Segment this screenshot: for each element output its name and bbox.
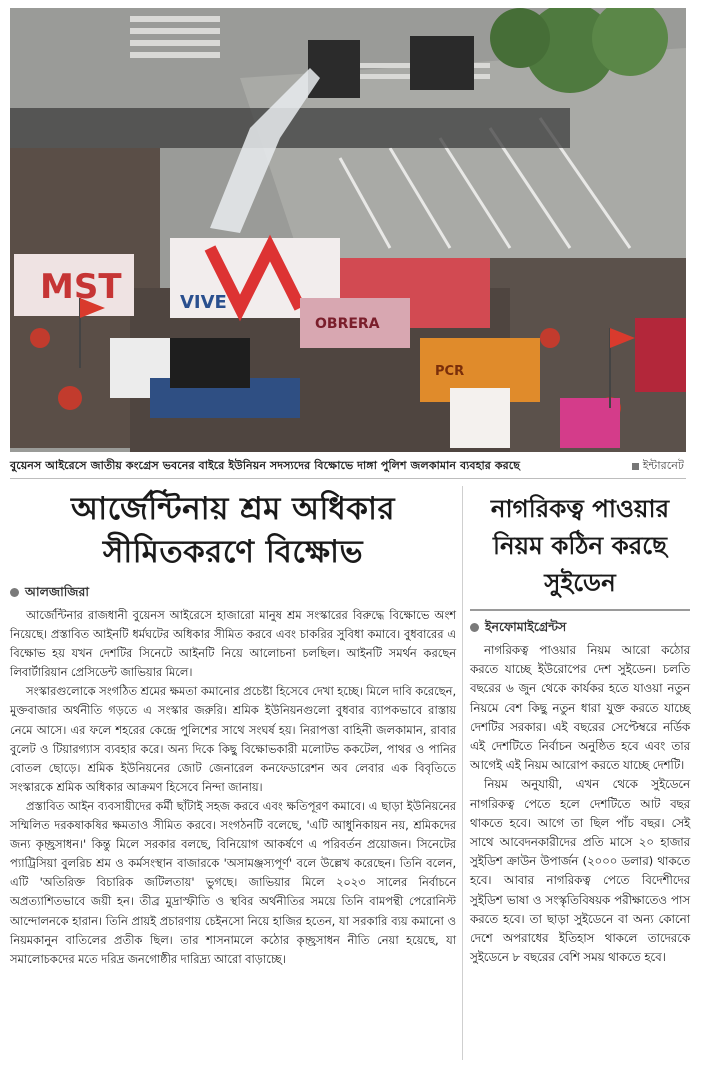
headline-rule <box>470 609 690 611</box>
protest-photo <box>10 8 686 452</box>
svg-text:PCR: PCR <box>435 364 465 379</box>
paragraph: নিয়ম অনুযায়ী, এখন থেকে সুইডেনে নাগরিকত্ব পেতে হলে দেশটিতে আট বছর থাকতে হবে। আগে তা ছিল পাঁচ বছর। সেই সাথে আবেদনকারীদের প্রতি মাসে ২০ হাজার সুইডিশ ক্রাউন উপার্জন (২০০০ ডলার) থাকতে হবে। আবার নাগরিকত্ব পেতে বিদেশীদের সুইডিশ ভাষা ও সংস্কৃতিবিষয়ক পরীক্ষাতেও পাস করতে হবে। তা ছাড়া সুইডেনে বা অন্য কোনো দেশে অপরাধের ইতিহাস থাকলে তাদেরকে সুইডেনে ৮ বছরের বেশি সময় থাকতে হবে। <box>470 777 690 965</box>
paragraph: আর্জেন্টিনার রাজধানী বুয়েনস আইরেসে হাজারো মানুষ শ্রম সংস্কারের বিরুদ্ধে বিক্ষোভে অংশ নিয়েছে। প্রস্তাবিত আইনটি ধর্মঘটের অধিকার সীমিত করবে এবং চাকরির সুবিধা কমাবে। বুধবারের এ বিক্ষোভ হয় যখন দেশটির সিনেটে আইনটি নিয়ে আলোচনা চলছিল। আইনটি সমর্থন করছেন লিবার্টারিয়ান প্রেসিডেন্ট জাভিয়ার মিলে। <box>10 608 456 680</box>
article-argentina <box>10 486 456 969</box>
square-icon <box>632 463 639 470</box>
caption-text: বুয়েনস আইরেসে জাতীয় কংগ্রেস ভবনের বাইরে ইউনিয়ন সদস্যদের বিক্ষোভে দাঙ্গা পুলিশ জলকামান ব্যবহার করছে <box>10 459 521 472</box>
article-sweden <box>470 486 690 967</box>
photo-source: ইন্টারনেট <box>632 456 684 476</box>
banner-mst: MST <box>40 267 122 307</box>
bullet-icon <box>10 588 19 597</box>
svg-text:OBRERA: OBRERA <box>315 316 380 332</box>
byline-infomigrants: ইনফোমাইগ্রেন্টস <box>470 619 690 639</box>
bullet-icon <box>470 623 479 632</box>
headline-argentina: আর্জেন্টিনায় শ্রম অধিকার সীমিতকরণে বিক্ষোভ <box>70 491 396 570</box>
headline-sweden: নাগরিকত্ব পাওয়ার নিয়ম কঠিন করছে সুইডেন <box>490 494 670 597</box>
svg-text:VIVE: VIVE <box>180 292 227 313</box>
photo-caption <box>10 456 686 479</box>
byline-aljazeera: আলজাজিরা <box>10 584 456 604</box>
paragraph: প্রস্তাবিত আইন ব্যবসায়ীদের কর্মী ছাঁটাই সহজ করবে এবং ক্ষতিপূরণ কমাবে। এ ছাড়া ইউনিয়নের সম্মিলিত দরকষাকষির ক্ষমতাও সীমিত করবে। সংগঠনটি বলেছে, 'এটি আধুনিকায়ন নয়, শ্রমিকদের জন্য কৃচ্ছ্রসাধন।' কিন্তু মিলে সরকার বলছে, বিনিয়োগ আকর্ষণে এ পরিবর্তন প্রয়োজন। সিনেটের প্যাট্রিসিয়া বুলরিচ শ্রম ও কর্মসংস্থান বাজারকে 'অসামঞ্জস্যপূর্ণ' বলে উল্লেখ করেছেন। তিনি বলেন, এটি 'অতিরিক্ত বিচারিক জটিলতায়' ভুগছে। জাভিয়ার মিলে ২০২৩ সালের নির্বাচনে অপ্রত্যাশিতভাবে জয়ী হন। তীব্র মুদ্রাস্ফীতি ও স্থবির অর্থনীতির সময়ে তিনি বামপন্থী পেরোনিস্ট আন্দোলনকে হারান। তিনি প্রায়ই প্রচারণায় চেইনসো নিয়ে হাজির হতেন, যা সরকারি ব্যয় কমানো ও নিয়মকানুন বাতিলের প্রতীক ছিল। তার শাসনামলে কঠোর কৃচ্ছ্রসাধন নীতি নেয়া হয়েছে, যা সমালোচকদের মতে দরিদ্র জনগোষ্ঠীর দারিদ্র্য আরো বাড়াচ্ছে। <box>10 798 456 966</box>
paragraph: নাগরিকত্ব পাওয়ার নিয়ম আরো কঠোর করতে যাচ্ছে ইউরোপের দেশ সুইডেন। চলতি বছরের ৬ জুন থেকে কার্যকর হতে যাওয়া নতুন নিয়মে বেশ কিছু নতুন ধারা যুক্ত করতে যাচ্ছে দেশটির সরকার। এই বছরের সেপ্টেম্বরে নর্ডিক এই দেশটিতে নির্বাচন অনুষ্ঠিত হবে এবং তার আগেই এই নিয়ম আরোপ করতে যাচ্ছে দেশটি। <box>470 643 690 773</box>
paragraph: সংস্কারগুলোকে সংগঠিত শ্রমের ক্ষমতা কমানোর প্রচেষ্টা হিসেবে দেখা হচ্ছে। মিলে দাবি করেছেন, মুক্তবাজার অর্থনীতি গড়তে এ সংস্কার জরুরি। শ্রমিক ইউনিয়নগুলো বুধবার ব্যাপকভাবে রাস্তায় নেমে আসে। এর ফলে শহরের কেন্দ্রে পুলিশের সাথে সংঘর্ষ হয়। নিরাপত্তা বাহিনী জলকামান, রাবার বুলেট ও টিয়ারগ্যাস ব্যবহার করে। অন্য দিকে কিছু বিক্ষোভকারী মলোটভ ককটেল, পাথর ও পানির বোতল ছোড়ে। শ্রমিক ইউনিয়নের জোট জেনারেল কনফেডারেশন অব লেবার এক বিবৃতিতে সংস্কারকে শ্রমিক অধিকার আক্রমণ হিসেবে নিন্দা জানায়। <box>10 684 456 794</box>
column-divider <box>462 486 463 1060</box>
